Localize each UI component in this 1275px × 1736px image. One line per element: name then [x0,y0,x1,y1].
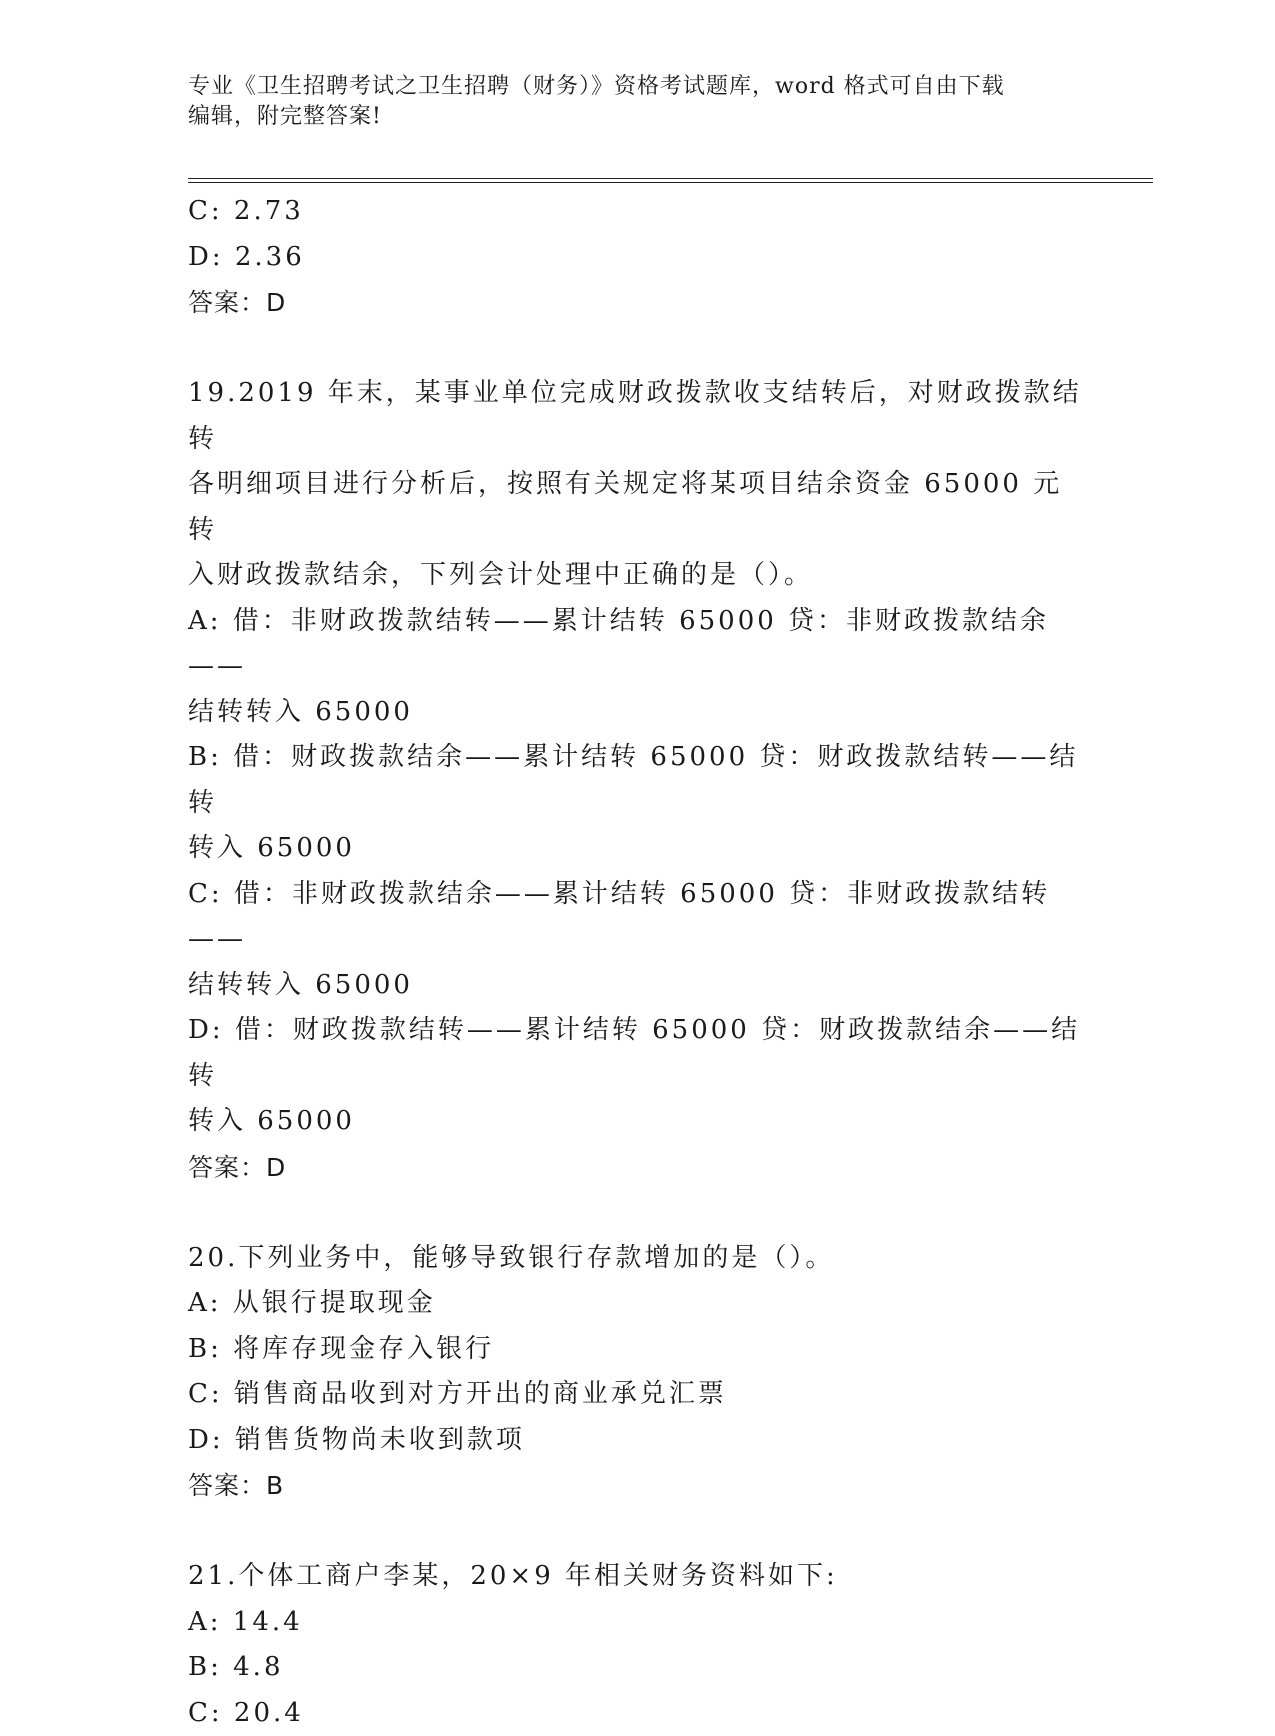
document-header [188,72,1068,132]
header-line-2: 编辑，附完整答案! [188,102,1068,132]
option-a-continued: 结转转入 65000 [188,690,1088,736]
option-b: B: 将库存现金存入银行 [188,1327,1088,1373]
answer: 答案：D [188,1145,1088,1191]
header-line-1: 专业《卫生招聘考试之卫生招聘（财务）》资格考试题库，word 格式可自由下载 [188,72,1068,102]
option-a: A: 借：非财政拨款结转——累计结转 65000 贷：非财政拨款结余—— [188,599,1088,690]
spacer [188,326,1088,372]
option-a: A: 从银行提取现金 [188,1281,1088,1327]
option-d: D: 2.36 [188,235,1088,281]
header-rule-bottom [188,182,1153,183]
question-stem: 20.下列业务中，能够导致银行存款增加的是（）。 [188,1236,1088,1282]
question-stem: 21.个体工商户李某，20×9 年相关财务资料如下: [188,1554,1088,1600]
spacer [188,1190,1088,1236]
option-c: C: 借：非财政拨款结余——累计结转 65000 贷：非财政拨款结转—— [188,872,1088,963]
spacer [188,1509,1088,1555]
question-18-continued [188,189,1088,326]
option-d-continued: 转入 65000 [188,1099,1088,1145]
option-c: C: 2.73 [188,189,1088,235]
question-stem-line: 入财政拨款结余，下列会计处理中正确的是（）。 [188,553,1088,599]
question-21 [188,1554,1088,1736]
option-c: C: 20.4 [188,1691,1088,1736]
question-stem-line: 19.2019 年末，某事业单位完成财政拨款收支结转后，对财政拨款结转 [188,371,1088,462]
option-b-continued: 转入 65000 [188,826,1088,872]
option-b: B: 4.8 [188,1645,1088,1691]
option-a: A: 14.4 [188,1600,1088,1646]
option-c-continued: 结转转入 65000 [188,963,1088,1009]
question-stem-line: 各明细项目进行分析后，按照有关规定将某项目结余资金 65000 元转 [188,462,1088,553]
option-c: C: 销售商品收到对方开出的商业承兑汇票 [188,1372,1088,1418]
option-d: D: 借：财政拨款结转——累计结转 65000 贷：财政拨款结余——结转 [188,1008,1088,1099]
question-20 [188,1236,1088,1509]
document-body [188,189,1088,1736]
answer: 答案：D [188,280,1088,326]
option-b: B: 借：财政拨款结余——累计结转 65000 贷：财政拨款结转——结转 [188,735,1088,826]
option-d: D: 销售货物尚未收到款项 [188,1418,1088,1464]
header-rule-top [188,178,1153,179]
question-19 [188,371,1088,1190]
answer: 答案：B [188,1463,1088,1509]
